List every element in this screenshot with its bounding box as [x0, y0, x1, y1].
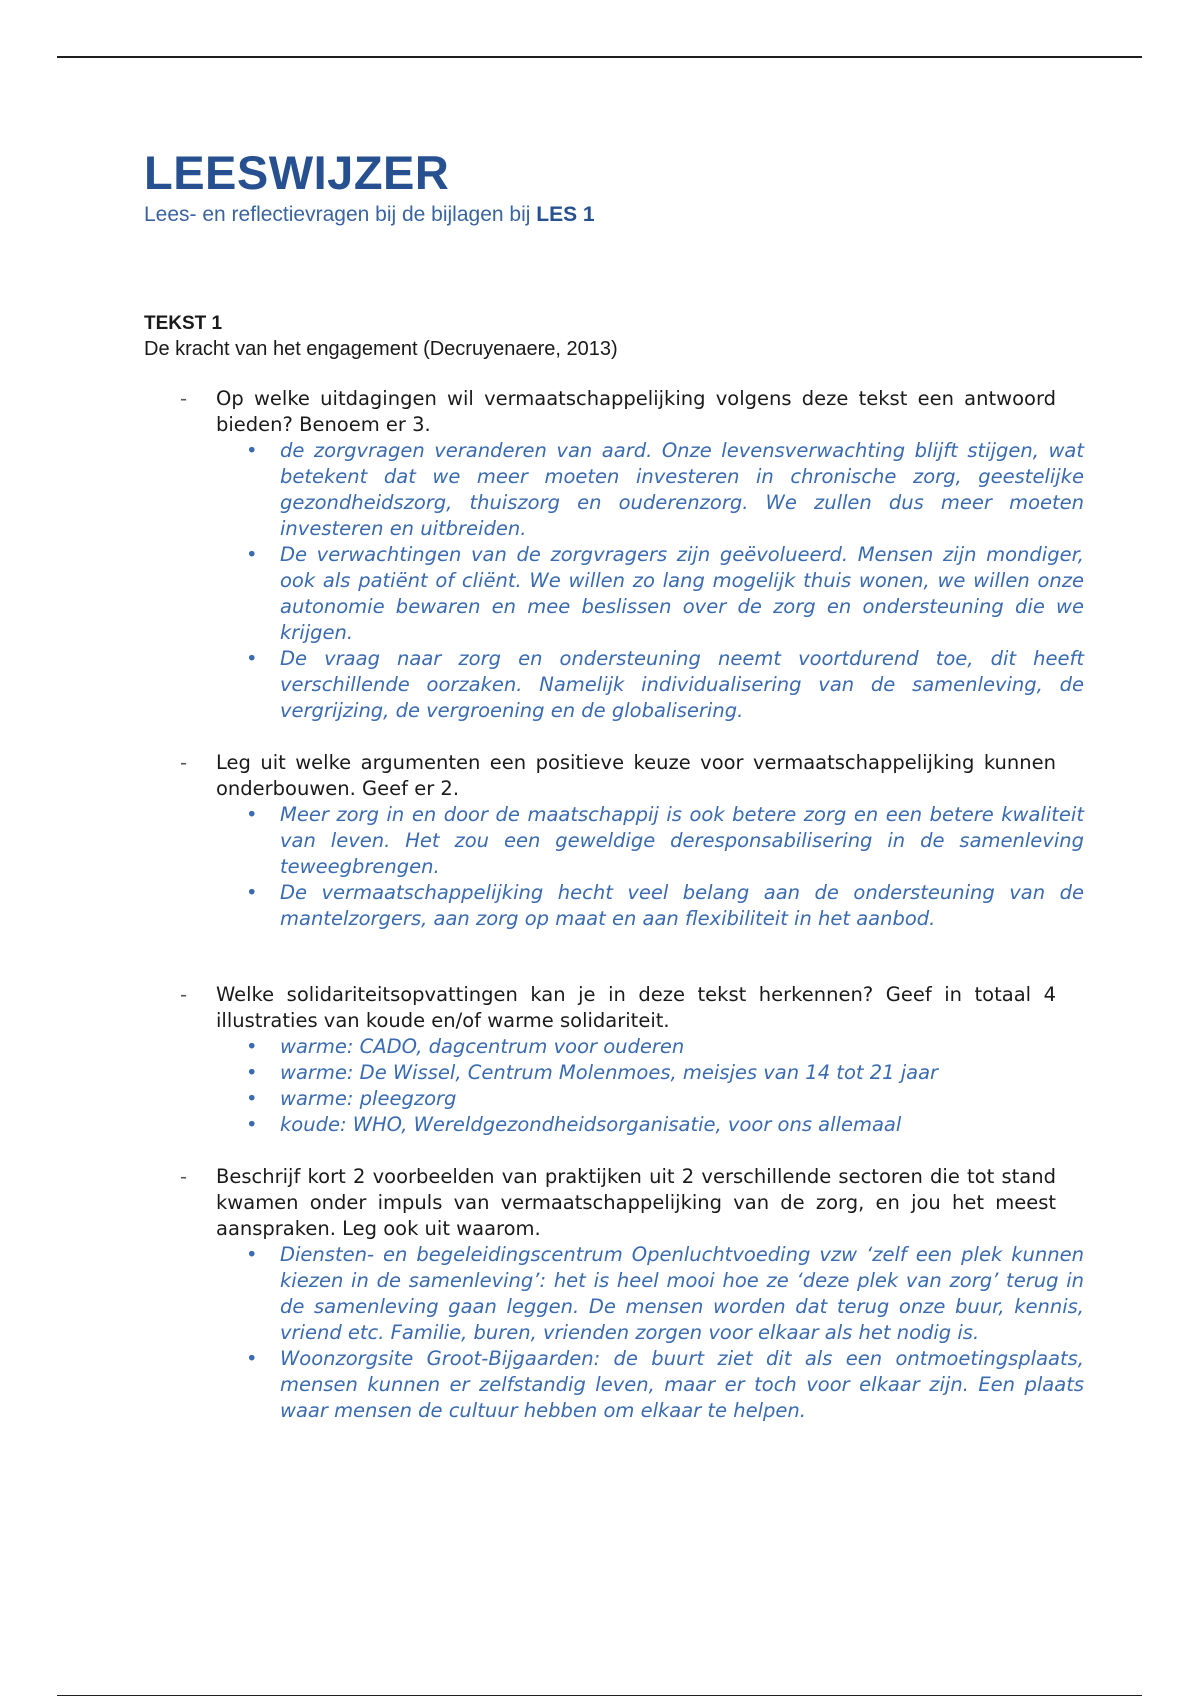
answer-item	[246, 646, 1084, 724]
subtitle-text: Lees- en reflectievragen bij de bijlagen bij	[144, 203, 537, 226]
question-text: Leg uit welke argumenten een positieve keuze voor vermaatschappelijking kunnen onderbouwen. Geef er 2.	[216, 751, 1056, 800]
answer-item	[246, 802, 1084, 880]
answer-text: de zorgvragen veranderen van aard. Onze levensverwachting blijft stijgen, wat betekent dat we meer moeten investeren in chronische zorg, geestelijke gezondheidszorg, thuiszorg en ouderenzorg. We zullen dus meer moeten investeren en uitbreiden.	[280, 439, 1084, 540]
dash-marker: -	[180, 1165, 188, 1188]
bullet-icon: •	[246, 1035, 258, 1058]
question-text: Beschrijf kort 2 voorbeelden van praktijken uit 2 verschillende sectoren die tot stand kwamen onder impuls van vermaatschappelijking van de zorg, en jou het meest aanspraken. Leg ook uit waarom.	[216, 1165, 1056, 1240]
answer-item	[246, 1346, 1084, 1424]
answer-item	[246, 1086, 1084, 1112]
bullet-icon: •	[246, 881, 258, 904]
answer-item	[246, 1034, 1084, 1060]
answer-text: warme: pleegzorg	[280, 1087, 457, 1110]
answer-item	[246, 438, 1084, 542]
answer-list	[216, 1242, 1084, 1424]
question	[180, 750, 1084, 932]
answer-text: Woonzorgsite Groot-Bijgaarden: de buurt ziet dit als een ontmoetingsplaats, mensen kunnen er zelfstandig leven, maar er toch voor elkaar zijn. Een plaats waar mensen de cultuur hebben om elkaar te helpen.	[280, 1347, 1084, 1422]
question-text: Welke solidariteitsopvattingen kan je in deze tekst herkennen? Geef in totaal 4 illustraties van koude en/of warme solidariteit.	[216, 983, 1056, 1032]
answer-text: koude: WHO, Wereldgezondheidsorganisatie, voor ons allemaal	[280, 1113, 902, 1136]
question	[180, 982, 1056, 1138]
dash-marker: -	[180, 983, 188, 1006]
answer-text: De vraag naar zorg en ondersteuning neemt voortdurend toe, dit heeft verschillende oorzaken. Namelijk individualisering van de samenleving, de vergrijzing, de vergroening en de globalisering.	[280, 647, 1084, 722]
answer-text: Diensten- en begeleidingscentrum Openluchtvoeding vzw ‘zelf een plek kunnen kiezen in de samenleving’: het is heel mooi hoe ze ‘deze plek van zorg’ terug in de samenleving gaan leggen. De mensen worden dat terug onze buur, kennis, vriend etc. Familie, buren, vrienden zorgen voor elkaar als het nodig is.	[280, 1243, 1084, 1344]
dash-marker: -	[180, 387, 188, 410]
answer-text: De verwachtingen van de zorgvragers zijn geëvolueerd. Mensen zijn mondiger, ook als patiënt of cliënt. We willen zo lang mogelijk thuis wonen, we willen onze autonomie bewaren en mee beslissen over de zorg en ondersteuning die we krijgen.	[280, 543, 1084, 644]
section-label: TEKST 1	[144, 313, 223, 334]
bullet-icon: •	[246, 439, 258, 462]
answer-item	[246, 1060, 1084, 1086]
answer-text: warme: CADO, dagcentrum voor ouderen	[280, 1035, 685, 1058]
answer-item	[246, 1242, 1084, 1346]
page-subtitle	[144, 202, 1056, 228]
answer-item	[246, 542, 1084, 646]
section-title: De kracht van het engagement (Decruyenaere, 2013)	[144, 338, 618, 360]
answer-item	[246, 1112, 1084, 1138]
question-text: Op welke uitdagingen wil vermaatschappelijking volgens deze tekst een antwoord bieden? Benoem er 3.	[216, 387, 1056, 436]
answer-list	[216, 1034, 1056, 1138]
bullet-icon: •	[246, 1113, 258, 1136]
answer-text: warme: De Wissel, Centrum Molenmoes, meisjes van 14 tot 21 jaar	[280, 1061, 939, 1084]
bottom-rule	[57, 1695, 1142, 1696]
page-title: LEESWIJZER	[144, 146, 450, 199]
bullet-icon: •	[246, 543, 258, 566]
answer-list	[216, 802, 1084, 932]
subtitle-lesson: LES 1	[536, 203, 595, 226]
bullet-icon: •	[246, 1243, 258, 1266]
top-rule	[57, 56, 1142, 58]
question	[180, 386, 1084, 724]
question	[180, 1164, 1084, 1424]
document-body	[144, 146, 1084, 1424]
answer-text: Meer zorg in en door de maatschappij is ook betere zorg en een betere kwaliteit van leven. Het zou een geweldige deresponsabilisering in de samenleving teweegbrengen.	[280, 803, 1084, 878]
bullet-icon: •	[246, 1087, 258, 1110]
bullet-icon: •	[246, 1347, 258, 1370]
answer-item	[246, 880, 1084, 932]
answer-text: De vermaatschappelijking hecht veel belang aan de ondersteuning van de mantelzorgers, aan zorg op maat en aan flexibiliteit in het aanbod.	[280, 881, 1084, 930]
bullet-icon: •	[246, 647, 258, 670]
bullet-icon: •	[246, 1061, 258, 1084]
dash-marker: -	[180, 751, 188, 774]
answer-list	[216, 438, 1084, 724]
bullet-icon: •	[246, 803, 258, 826]
